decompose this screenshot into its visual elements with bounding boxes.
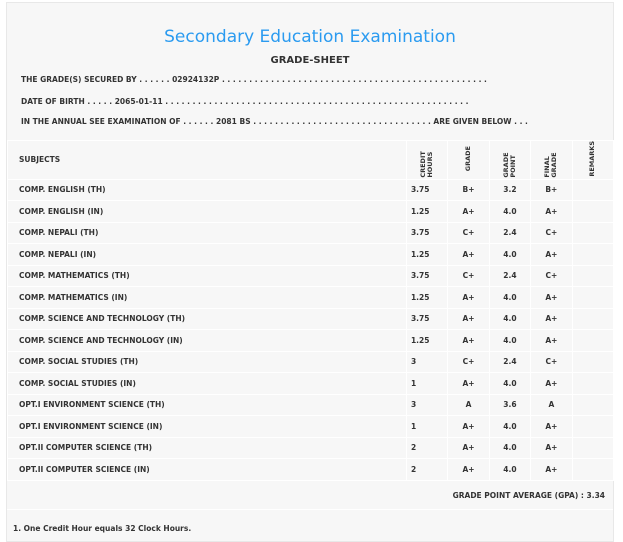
- grade-sheet-panel: [6, 2, 614, 542]
- credit-hours-cell: 2: [406, 459, 447, 481]
- header-credit-hours: [406, 141, 447, 180]
- grade-cell: A+: [448, 201, 489, 223]
- grade-cell: A+: [448, 373, 489, 395]
- subject-cell: COMP. MATHEMATICS (IN): [8, 287, 407, 309]
- grade-point-cell: 4.0: [489, 437, 530, 459]
- symbol-number: 02924132P: [172, 75, 220, 84]
- grade-cell: C+: [448, 351, 489, 373]
- subject-cell: OPT.I ENVIRONMENT SCIENCE (TH): [8, 394, 407, 416]
- grade-point-cell: 4.0: [489, 287, 530, 309]
- remarks-cell: [572, 351, 613, 373]
- remarks-cell: [572, 394, 613, 416]
- subject-cell: OPT.I ENVIRONMENT SCIENCE (IN): [8, 416, 407, 438]
- table-row: [8, 459, 614, 481]
- table-row: [8, 416, 614, 438]
- remarks-cell: [572, 437, 613, 459]
- page-subtitle: GRADE-SHEET: [270, 55, 350, 66]
- grade-cell: A+: [448, 437, 489, 459]
- grade-cell: A+: [448, 308, 489, 330]
- grade-point-cell: 3.2: [489, 179, 530, 201]
- credit-hours-cell: 3.75: [406, 222, 447, 244]
- remarks-cell: [572, 201, 613, 223]
- grade-point-cell: 3.6: [489, 394, 530, 416]
- final-grade-cell: A+: [531, 416, 572, 438]
- credit-hours-cell: 3: [406, 351, 447, 373]
- table-row: [8, 179, 614, 201]
- grade-point-cell: 4.0: [489, 373, 530, 395]
- table-row: [8, 330, 614, 352]
- table-row: [8, 437, 614, 459]
- subject-cell: OPT.II COMPUTER SCIENCE (TH): [8, 437, 407, 459]
- table-row: [8, 244, 614, 266]
- remarks-cell: [572, 416, 613, 438]
- dots: . . . . . . . . . . . . . . . . . . . . . . . . . . . . . . . . . . . . . . . . . . . . . . . . . . . . . . . .: [165, 97, 469, 106]
- divider: [7, 509, 613, 510]
- remarks-cell: [572, 459, 613, 481]
- table-row: [8, 351, 614, 373]
- remarks-cell: [572, 244, 613, 266]
- final-grade-cell: C+: [531, 351, 572, 373]
- final-grade-cell: C+: [531, 222, 572, 244]
- grade-point-cell: 2.4: [489, 222, 530, 244]
- subject-cell: COMP. ENGLISH (TH): [8, 179, 407, 201]
- grade-point-cell: 4.0: [489, 416, 530, 438]
- remarks-cell: [572, 222, 613, 244]
- final-grade-cell: A+: [531, 308, 572, 330]
- credit-hours-cell: 3.75: [406, 265, 447, 287]
- grade-point-cell: 4.0: [489, 244, 530, 266]
- dob-label: DATE OF BIRTH . . . . .: [21, 97, 113, 106]
- final-grade-cell: A: [531, 394, 572, 416]
- secured-by-line: [21, 75, 487, 84]
- table-row: [8, 373, 614, 395]
- header-final-grade: [531, 141, 572, 180]
- final-grade-cell: A+: [531, 459, 572, 481]
- credit-hours-cell: 1.25: [406, 330, 447, 352]
- grade-cell: C+: [448, 222, 489, 244]
- dots: . . . . . . . . . . . . . . . . . . . . . . . . . . . . . . . . . ARE GIVEN BELOW . . .: [253, 117, 528, 126]
- remarks-cell: [572, 373, 613, 395]
- remarks-cell: [572, 265, 613, 287]
- grade-cell: A+: [448, 244, 489, 266]
- table-header-row: [8, 141, 614, 180]
- grades-table: [7, 140, 614, 481]
- table-row: [8, 265, 614, 287]
- table-row: [8, 308, 614, 330]
- credit-hours-cell: 1.25: [406, 287, 447, 309]
- footnote: 1. One Credit Hour equals 32 Clock Hours.: [13, 524, 192, 533]
- final-grade-cell: A+: [531, 373, 572, 395]
- dots: . . . . . . . . . . . . . . . . . . . . . . . . . . . . . . . . . . . . . . . . . . . . . . . . .: [221, 75, 487, 84]
- remarks-cell: [572, 287, 613, 309]
- final-grade-cell: A+: [531, 287, 572, 309]
- subject-cell: COMP. SCIENCE AND TECHNOLOGY (IN): [8, 330, 407, 352]
- exam-label: IN THE ANNUAL SEE EXAMINATION OF . . . . . .: [21, 117, 214, 126]
- subject-cell: COMP. SOCIAL STUDIES (IN): [8, 373, 407, 395]
- exam-year: 2081 BS: [216, 117, 251, 126]
- secured-by-label: THE GRADE(S) SECURED BY . . . . . .: [21, 75, 170, 84]
- subject-cell: OPT.II COMPUTER SCIENCE (IN): [8, 459, 407, 481]
- table-row: [8, 287, 614, 309]
- header-grade-point: [489, 141, 530, 180]
- final-grade-cell: B+: [531, 179, 572, 201]
- grade-point-cell: 4.0: [489, 201, 530, 223]
- grade-point-cell: 2.4: [489, 351, 530, 373]
- grade-point-cell: 4.0: [489, 330, 530, 352]
- credit-hours-cell: 3.75: [406, 308, 447, 330]
- remarks-cell: [572, 179, 613, 201]
- credit-hours-cell: 1: [406, 416, 447, 438]
- grade-point-cell: 4.0: [489, 308, 530, 330]
- final-grade-cell: C+: [531, 265, 572, 287]
- header-remarks-text: REMARKS: [588, 141, 597, 177]
- final-grade-cell: A+: [531, 330, 572, 352]
- header-subjects: SUBJECTS: [8, 141, 407, 180]
- subject-cell: COMP. NEPALI (IN): [8, 244, 407, 266]
- table-row: [8, 201, 614, 223]
- grade-cell: A+: [448, 287, 489, 309]
- subject-cell: COMP. NEPALI (TH): [8, 222, 407, 244]
- final-grade-cell: A+: [531, 437, 572, 459]
- grade-cell: A+: [448, 416, 489, 438]
- subject-cell: COMP. MATHEMATICS (TH): [8, 265, 407, 287]
- grade-cell: A+: [448, 459, 489, 481]
- dob-value: 2065-01-11: [114, 97, 163, 106]
- grade-cell: A+: [448, 330, 489, 352]
- credit-hours-cell: 1: [406, 373, 447, 395]
- credit-hours-cell: 3.75: [406, 179, 447, 201]
- grade-point-cell: 2.4: [489, 265, 530, 287]
- grade-cell: C+: [448, 265, 489, 287]
- subject-cell: COMP. SOCIAL STUDIES (TH): [8, 351, 407, 373]
- final-grade-cell: A+: [531, 201, 572, 223]
- grade-cell: B+: [448, 179, 489, 201]
- header-grade-text: GRADE: [464, 146, 473, 172]
- page-title: Secondary Education Examination: [164, 27, 456, 47]
- remarks-cell: [572, 330, 613, 352]
- subject-cell: COMP. SCIENCE AND TECHNOLOGY (TH): [8, 308, 407, 330]
- remarks-cell: [572, 308, 613, 330]
- credit-hours-cell: 2: [406, 437, 447, 459]
- exam-line: [21, 117, 528, 126]
- header-grade: [448, 141, 489, 180]
- table-row: [8, 394, 614, 416]
- final-grade-cell: A+: [531, 244, 572, 266]
- header-grade-point-text: GRADE POINT: [501, 152, 517, 178]
- credit-hours-cell: 3: [406, 394, 447, 416]
- gpa-summary: GRADE POINT AVERAGE (GPA) : 3.34: [452, 491, 605, 500]
- table-row: [8, 222, 614, 244]
- subject-cell: COMP. ENGLISH (IN): [8, 201, 407, 223]
- header-remarks: [572, 141, 613, 180]
- credit-hours-cell: 1.25: [406, 244, 447, 266]
- credit-hours-cell: 1.25: [406, 201, 447, 223]
- header-credit-hours-text: CREDIT HOURS: [419, 151, 435, 178]
- grade-cell: A: [448, 394, 489, 416]
- dob-line: [21, 97, 468, 106]
- header-final-grade-text: FINAL GRADE: [543, 152, 559, 178]
- grade-point-cell: 4.0: [489, 459, 530, 481]
